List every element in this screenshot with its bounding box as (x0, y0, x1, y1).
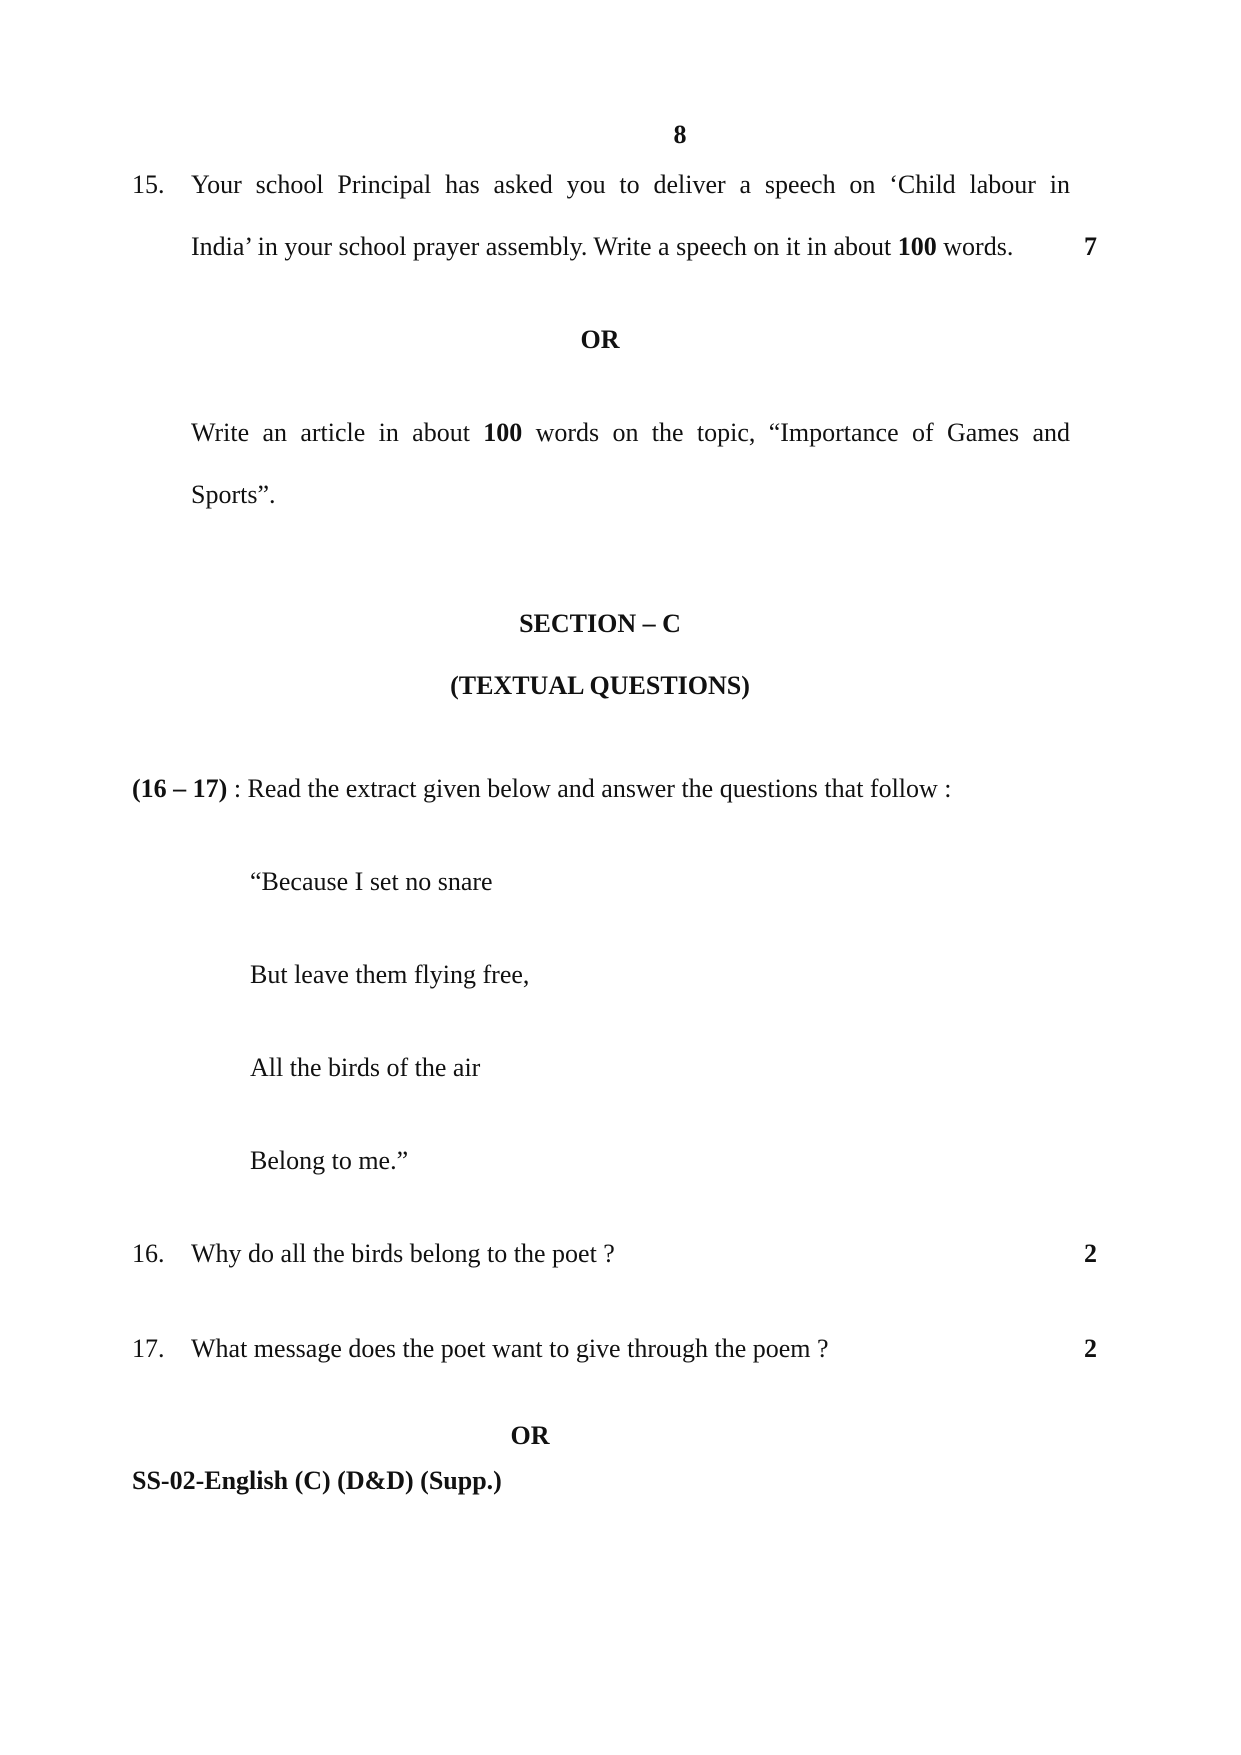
question-16-number: 16. (132, 1239, 165, 1268)
extract-question-range: (16 – 17) (132, 774, 228, 803)
question-15-line-2 (191, 232, 1013, 262)
question-17-text: What message does the poet want to give through the poem ? (191, 1334, 829, 1363)
question-15-alternative-line-2: Sports”. (191, 480, 276, 509)
paper-code-footer: SS-02-English (C) (D&D) (Supp.) (132, 1466, 502, 1495)
question-15-word-count: 100 (897, 232, 937, 261)
question-15-marks: 7 (1084, 232, 1097, 261)
question-15-line-2-text: India’ in your school prayer assembly. Write a speech on it in about (191, 232, 898, 261)
section-c-subtitle: (TEXTUAL QUESTIONS) (450, 671, 750, 700)
question-16-marks: 2 (1084, 1239, 1097, 1268)
question-15-number: 15. (132, 170, 165, 199)
section-c-title: SECTION – C (519, 609, 681, 638)
question-15-line-1: Your school Principal has asked you to deliver a speech on ‘Child labour in (191, 170, 1070, 199)
or-divider-q17: OR (510, 1421, 550, 1450)
extract-instruction-text: : Read the extract given below and answer the questions that follow : (227, 774, 952, 803)
question-16-text: Why do all the birds belong to the poet ? (191, 1239, 615, 1268)
question-15-alternative-word-count: 100 (483, 418, 523, 447)
question-15-line-2-end: words. (936, 232, 1014, 261)
question-15-alternative-topic: words on the topic, “Importance of Games and (522, 418, 1071, 447)
poem-line-1: “Because I set no snare (250, 867, 493, 896)
page-number: 8 (673, 120, 687, 149)
question-17-number: 17. (132, 1334, 165, 1363)
poem-line-4: Belong to me.” (250, 1146, 409, 1175)
poem-line-2: But leave them flying free, (250, 960, 530, 989)
question-15-alternative-line-1 (191, 418, 1070, 448)
question-15-alternative-text: Write an article in about (191, 418, 484, 447)
or-divider-q15: OR (580, 325, 620, 354)
extract-instruction (132, 774, 952, 804)
poem-line-3: All the birds of the air (250, 1053, 481, 1082)
question-17-marks: 2 (1084, 1334, 1097, 1363)
